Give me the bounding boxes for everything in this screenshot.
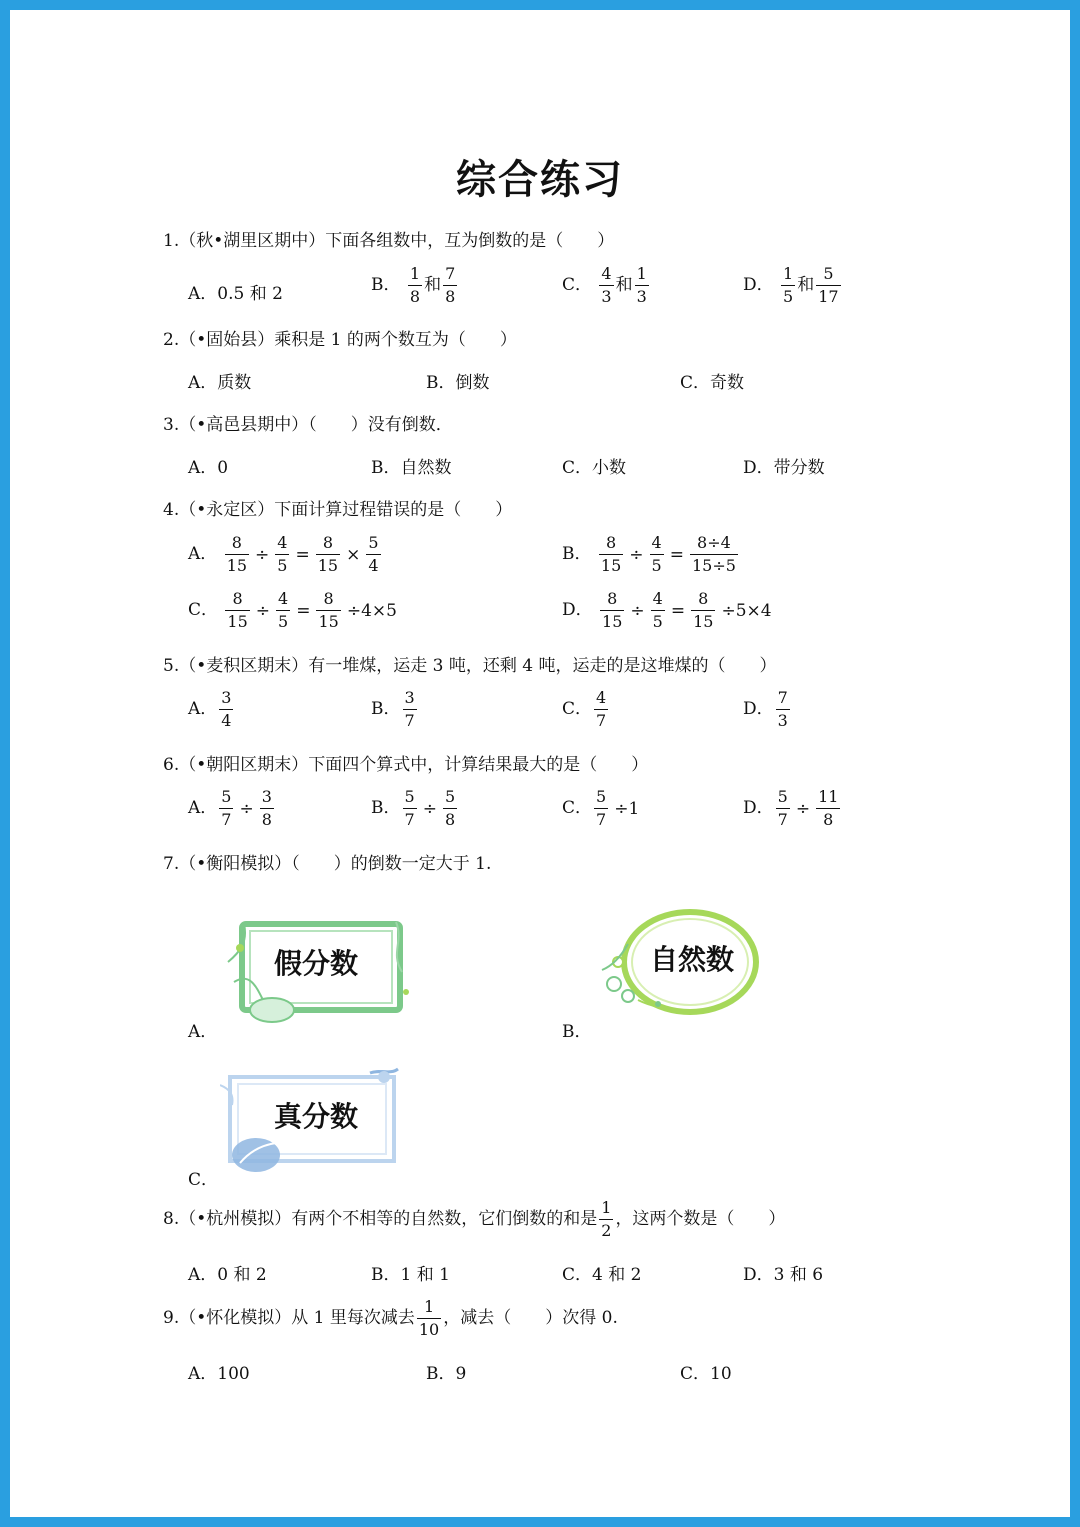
question-1-stem: 1.（秋•湖里区期中）下面各组数中，互为倒数的是（ ） <box>163 231 615 251</box>
q6-option-b <box>371 789 459 828</box>
denominator: 7 <box>596 810 607 829</box>
option-label: D． <box>562 600 593 620</box>
operator: ÷ <box>239 798 254 819</box>
denominator: 8 <box>445 287 456 306</box>
question-9-stem <box>163 1299 618 1338</box>
denominator: 7 <box>404 711 415 730</box>
denominator: 8 <box>261 810 272 829</box>
fraction <box>776 789 790 828</box>
denominator: 8 <box>823 810 834 829</box>
stem-text: ，减去（ ）次得 0. <box>443 1308 618 1328</box>
question-6-stem: 6.（•朝阳区期末）下面四个算式中，计算结果最大的是（ ） <box>163 755 649 775</box>
fraction <box>816 789 840 828</box>
denominator: 5 <box>651 556 662 575</box>
option-label: B． <box>562 544 592 564</box>
fraction <box>443 789 457 828</box>
denominator: 5 <box>278 612 289 631</box>
numerator: 8 <box>691 591 715 611</box>
connector: 和 <box>615 275 633 295</box>
fraction <box>403 789 417 828</box>
operator: ÷ <box>255 600 271 621</box>
numerator: 4 <box>594 690 608 710</box>
q6-option-c <box>562 789 643 828</box>
denominator: 8 <box>409 287 421 306</box>
q8-option-c: C．4 和 2 <box>562 1265 642 1285</box>
q4-option-a <box>188 535 383 574</box>
numerator: 5 <box>594 789 608 809</box>
q5-option-a <box>188 690 235 729</box>
denominator: 7 <box>404 810 415 829</box>
q1-option-c <box>562 266 651 305</box>
denominator: 15 <box>600 556 622 575</box>
q1-option-a: A．0.5 和 2 <box>188 284 283 304</box>
denominator: 15 <box>317 556 339 575</box>
fraction <box>219 690 233 729</box>
q5-option-d <box>743 690 792 729</box>
fraction <box>651 591 665 630</box>
equals-sign: = <box>669 544 684 565</box>
operator: ÷ <box>795 798 811 819</box>
card-proper-fraction <box>220 1065 405 1177</box>
operator: × <box>346 544 361 565</box>
numerator: 5 <box>443 789 457 809</box>
denominator: 15 <box>227 612 248 631</box>
q7-option-b-label: B． <box>562 1022 592 1042</box>
numerator: 5 <box>816 266 840 286</box>
question-2-stem: 2.（•固始县）乘积是 1 的两个数互为（ ） <box>163 330 517 350</box>
q6-option-a <box>188 789 276 828</box>
option-label: D． <box>743 275 774 295</box>
numerator: 7 <box>443 266 457 286</box>
page-title: 综合练习 <box>456 157 624 203</box>
denominator: 17 <box>818 287 839 306</box>
q4-option-c <box>188 591 401 630</box>
denominator: 15 <box>602 612 623 631</box>
fraction <box>225 535 249 574</box>
numerator: 8 <box>225 535 249 555</box>
numerator: 8÷4 <box>690 535 738 555</box>
operator-tail: ÷1 <box>614 798 640 819</box>
q5-option-b <box>371 690 419 729</box>
numerator: 5 <box>219 789 233 809</box>
option-label: C． <box>562 699 593 719</box>
fraction <box>219 789 233 828</box>
option-label: C． <box>562 275 593 295</box>
fraction <box>600 591 624 630</box>
denominator: 5 <box>277 556 288 575</box>
numerator: 4 <box>275 535 289 555</box>
q8-option-d: D．3 和 6 <box>743 1265 824 1285</box>
fraction <box>225 591 249 630</box>
q9-option-b: B．9 <box>426 1364 467 1384</box>
option-label: B． <box>371 798 401 818</box>
numerator: 8 <box>225 591 249 611</box>
numerator: 1 <box>417 1299 441 1319</box>
equals-sign: = <box>295 544 310 565</box>
q9-option-c: C．10 <box>680 1364 732 1384</box>
q3-option-c: C．小数 <box>562 458 627 478</box>
fraction <box>408 266 422 305</box>
numerator: 1 <box>781 266 795 286</box>
question-5-stem: 5.（•麦积区期末）有一堆煤，运走 3 吨，还剩 4 吨，运走的是这堆煤的（ ） <box>163 656 777 676</box>
numerator: 3 <box>260 789 274 809</box>
option-label: B． <box>371 275 401 295</box>
numerator: 5 <box>366 535 380 555</box>
card-natural-number <box>598 900 763 1025</box>
numerator: 3 <box>403 690 417 710</box>
numerator: 11 <box>816 789 840 809</box>
option-label: B． <box>371 699 401 719</box>
fraction <box>690 535 738 574</box>
fraction <box>816 266 840 305</box>
option-label: C． <box>562 798 593 818</box>
denominator: 3 <box>601 287 612 306</box>
card-text: 自然数 <box>650 943 735 976</box>
q6-option-d <box>743 789 842 828</box>
denominator: 5 <box>652 612 663 631</box>
fraction <box>781 266 795 305</box>
numerator: 3 <box>219 690 233 710</box>
q3-option-d: D．带分数 <box>743 458 825 478</box>
equals-sign: = <box>296 600 311 621</box>
numerator: 4 <box>599 266 613 286</box>
option-label: A． <box>188 544 218 564</box>
option-label: A． <box>188 798 218 818</box>
fraction <box>403 690 417 729</box>
q1-option-d <box>743 266 843 305</box>
operator: ÷ <box>629 544 644 565</box>
fraction <box>366 535 380 574</box>
denominator: 15÷5 <box>691 556 736 575</box>
q4-option-d <box>562 591 776 630</box>
numerator: 8 <box>316 591 340 611</box>
fraction <box>599 535 623 574</box>
q8-option-a: A．0 和 2 <box>188 1265 267 1285</box>
fraction <box>635 266 649 305</box>
question-3-stem: 3.（•高邑县期中）（ ）没有倒数． <box>163 415 453 435</box>
question-7-stem: 7.（•衡阳模拟）（ ）的倒数一定大于 1. <box>163 854 492 874</box>
denominator: 15 <box>318 612 339 631</box>
numerator: 7 <box>776 690 790 710</box>
q3-option-a: A．0 <box>188 458 229 478</box>
operator-tail: ÷4×5 <box>346 600 397 621</box>
fraction <box>691 591 715 630</box>
operator-tail: ÷5×4 <box>721 600 772 621</box>
q2-option-b: B．倒数 <box>426 373 490 393</box>
fraction <box>599 1200 613 1239</box>
fraction <box>316 535 340 574</box>
denominator: 4 <box>368 556 379 575</box>
numerator: 8 <box>600 591 624 611</box>
numerator: 8 <box>599 535 623 555</box>
denominator: 3 <box>777 711 788 730</box>
fraction <box>275 535 289 574</box>
numerator: 5 <box>403 789 417 809</box>
denominator: 7 <box>596 711 607 730</box>
fraction <box>594 690 608 729</box>
q3-option-b: B．自然数 <box>371 458 452 478</box>
fraction <box>316 591 340 630</box>
denominator: 10 <box>418 1320 440 1339</box>
q8-option-b: B．1 和 1 <box>371 1265 450 1285</box>
connector: 和 <box>424 275 442 295</box>
question-8-stem <box>163 1200 785 1239</box>
stem-text: ，这两个数是（ ） <box>615 1209 786 1229</box>
fraction <box>594 789 608 828</box>
stem-text: 8.（•杭州模拟）有两个不相等的自然数，它们倒数的和是 <box>163 1209 598 1229</box>
numerator: 4 <box>650 535 664 555</box>
numerator: 1 <box>599 1200 613 1220</box>
connector: 和 <box>797 275 815 295</box>
q9-option-a: A．100 <box>188 1364 250 1384</box>
q7-option-c-label: C． <box>188 1170 219 1190</box>
numerator: 4 <box>651 591 665 611</box>
option-label: C． <box>188 600 219 620</box>
q2-option-a: A．质数 <box>188 373 252 393</box>
option-label: A． <box>188 699 218 719</box>
operator: ÷ <box>422 798 437 819</box>
denominator: 2 <box>601 1221 612 1240</box>
fraction <box>443 266 457 305</box>
denominator: 4 <box>221 711 232 730</box>
fraction <box>776 690 790 729</box>
option-label: D． <box>743 699 774 719</box>
denominator: 3 <box>636 287 647 306</box>
numerator: 4 <box>276 591 290 611</box>
card-text: 假分数 <box>274 947 359 980</box>
fraction <box>260 789 274 828</box>
card-improper-fraction <box>220 912 410 1027</box>
denominator: 7 <box>221 810 232 829</box>
denominator: 7 <box>777 810 788 829</box>
operator: ÷ <box>630 600 645 621</box>
fraction <box>417 1299 441 1338</box>
q1-option-b <box>371 266 459 305</box>
q7-option-a-label: A． <box>188 1022 218 1042</box>
denominator: 8 <box>444 810 456 829</box>
numerator: 1 <box>408 266 422 286</box>
option-label: D． <box>743 798 774 818</box>
denominator: 15 <box>226 556 248 575</box>
card-text: 真分数 <box>274 1100 359 1133</box>
numerator: 5 <box>776 789 790 809</box>
denominator: 15 <box>693 612 714 631</box>
equals-sign: = <box>670 600 686 621</box>
fraction <box>650 535 664 574</box>
q5-option-c <box>562 690 610 729</box>
stem-text: 9.（•怀化模拟）从 1 里每次减去 <box>163 1308 415 1328</box>
question-4-stem: 4.（•永定区）下面计算过程错误的是（ ） <box>163 500 513 520</box>
numerator: 1 <box>635 266 649 286</box>
q4-option-b <box>562 535 740 574</box>
q2-option-c: C．奇数 <box>680 373 745 393</box>
operator: ÷ <box>255 544 270 565</box>
fraction <box>599 266 613 305</box>
fraction <box>276 591 290 630</box>
denominator: 5 <box>783 287 794 306</box>
numerator: 8 <box>316 535 340 555</box>
